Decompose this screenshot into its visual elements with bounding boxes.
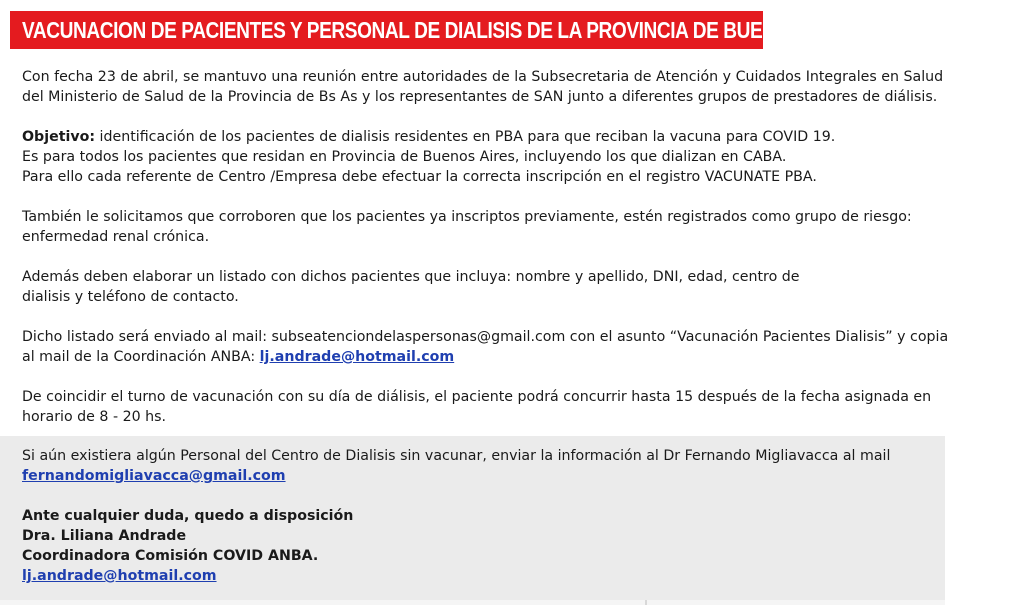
signature-email-link[interactable]: lj.andrade@hotmail.com — [22, 568, 217, 584]
paragraph-line: Es para todos los pacientes que residan en Provincia de Buenos Aires, incluyendo los que dializan en CABA. — [22, 149, 787, 165]
staff-vaccination-text: Si aún existiera algún Personal del Centro de Dialisis sin vacunar, enviar la información al Dr Fernando Migliavacca al mail — [22, 448, 891, 464]
paragraph-line: También le solicitamos que corroboren que los pacientes ya inscriptos previamente, estén registrados como grupo de riesgo: — [22, 209, 912, 225]
page-title: VACUNACION DE PACIENTES Y PERSONAL DE DIALISIS DE LA PROVINCIA DE BUENOS AIRES — [22, 17, 863, 43]
bottom-strip — [0, 600, 945, 605]
paragraph-line — [22, 127, 940, 147]
signature-line: Ante cualquier duda, quedo a disposición — [22, 508, 354, 524]
staff-vaccination-section — [0, 436, 945, 600]
mail-prefix-text: al mail de la Coordinación ANBA: — [22, 349, 260, 365]
document-body — [22, 67, 949, 447]
paragraph-schedule — [22, 387, 940, 427]
paragraph-line: enfermedad renal crónica. — [22, 229, 210, 245]
page-title-banner — [10, 11, 863, 49]
signature-block — [22, 506, 890, 586]
paragraph-line: Dicho listado será enviado al mail: subseatenciondelaspersonas@gmail.com con el asunto “Vacunación Pacientes Dialisis” y copia — [22, 329, 949, 345]
bottom-divider — [645, 600, 647, 605]
paragraph-line: del Ministerio de Salud de la Provincia de Bs As y los representantes de SAN junto a diferentes grupos de prestadores de diálisis. — [22, 89, 938, 105]
objective-text: identificación de los pacientes de dialisis residentes en PBA para que reciban la vacuna para COVID 19. — [95, 129, 836, 145]
paragraph-mail — [22, 327, 949, 367]
signature-role: Coordinadora Comisión COVID ANBA. — [22, 548, 319, 564]
paragraph-meeting — [22, 67, 944, 107]
staff-vaccination-content — [22, 446, 890, 586]
paragraph-line: Además deben elaborar un listado con dichos pacientes que incluya: nombre y apellido, DNI, edad, centro de — [22, 269, 800, 285]
paragraph-line — [22, 347, 940, 367]
paragraph-line: horario de 8 - 20 hs. — [22, 409, 167, 425]
paragraph-line: Para ello cada referente de Centro /Empresa debe efectuar la correcta inscripción en el registro VACUNATE PBA. — [22, 169, 817, 185]
objective-label: Objetivo: — [22, 129, 96, 145]
paragraph-list — [22, 267, 940, 307]
migliavacca-email-link[interactable]: fernandomigliavacca@gmail.com — [22, 468, 286, 484]
signature-name: Dra. Liliana Andrade — [22, 528, 187, 544]
paragraph-objective — [22, 127, 940, 187]
paragraph-line: dialisis y teléfono de contacto. — [22, 289, 239, 305]
paragraph-line — [22, 466, 890, 486]
paragraph-line: Con fecha 23 de abril, se mantuvo una reunión entre autoridades de la Subsecretaria de Atención y Cuidados Integrales en Salud — [22, 69, 944, 85]
paragraph-line — [22, 566, 890, 586]
paragraph-line: De coincidir el turno de vacunación con su día de diálisis, el paciente podrá concurrir hasta 15 después de la fecha asignada en — [22, 389, 932, 405]
anba-email-link[interactable]: lj.andrade@hotmail.com — [259, 349, 455, 365]
paragraph-risk-group — [22, 207, 940, 247]
